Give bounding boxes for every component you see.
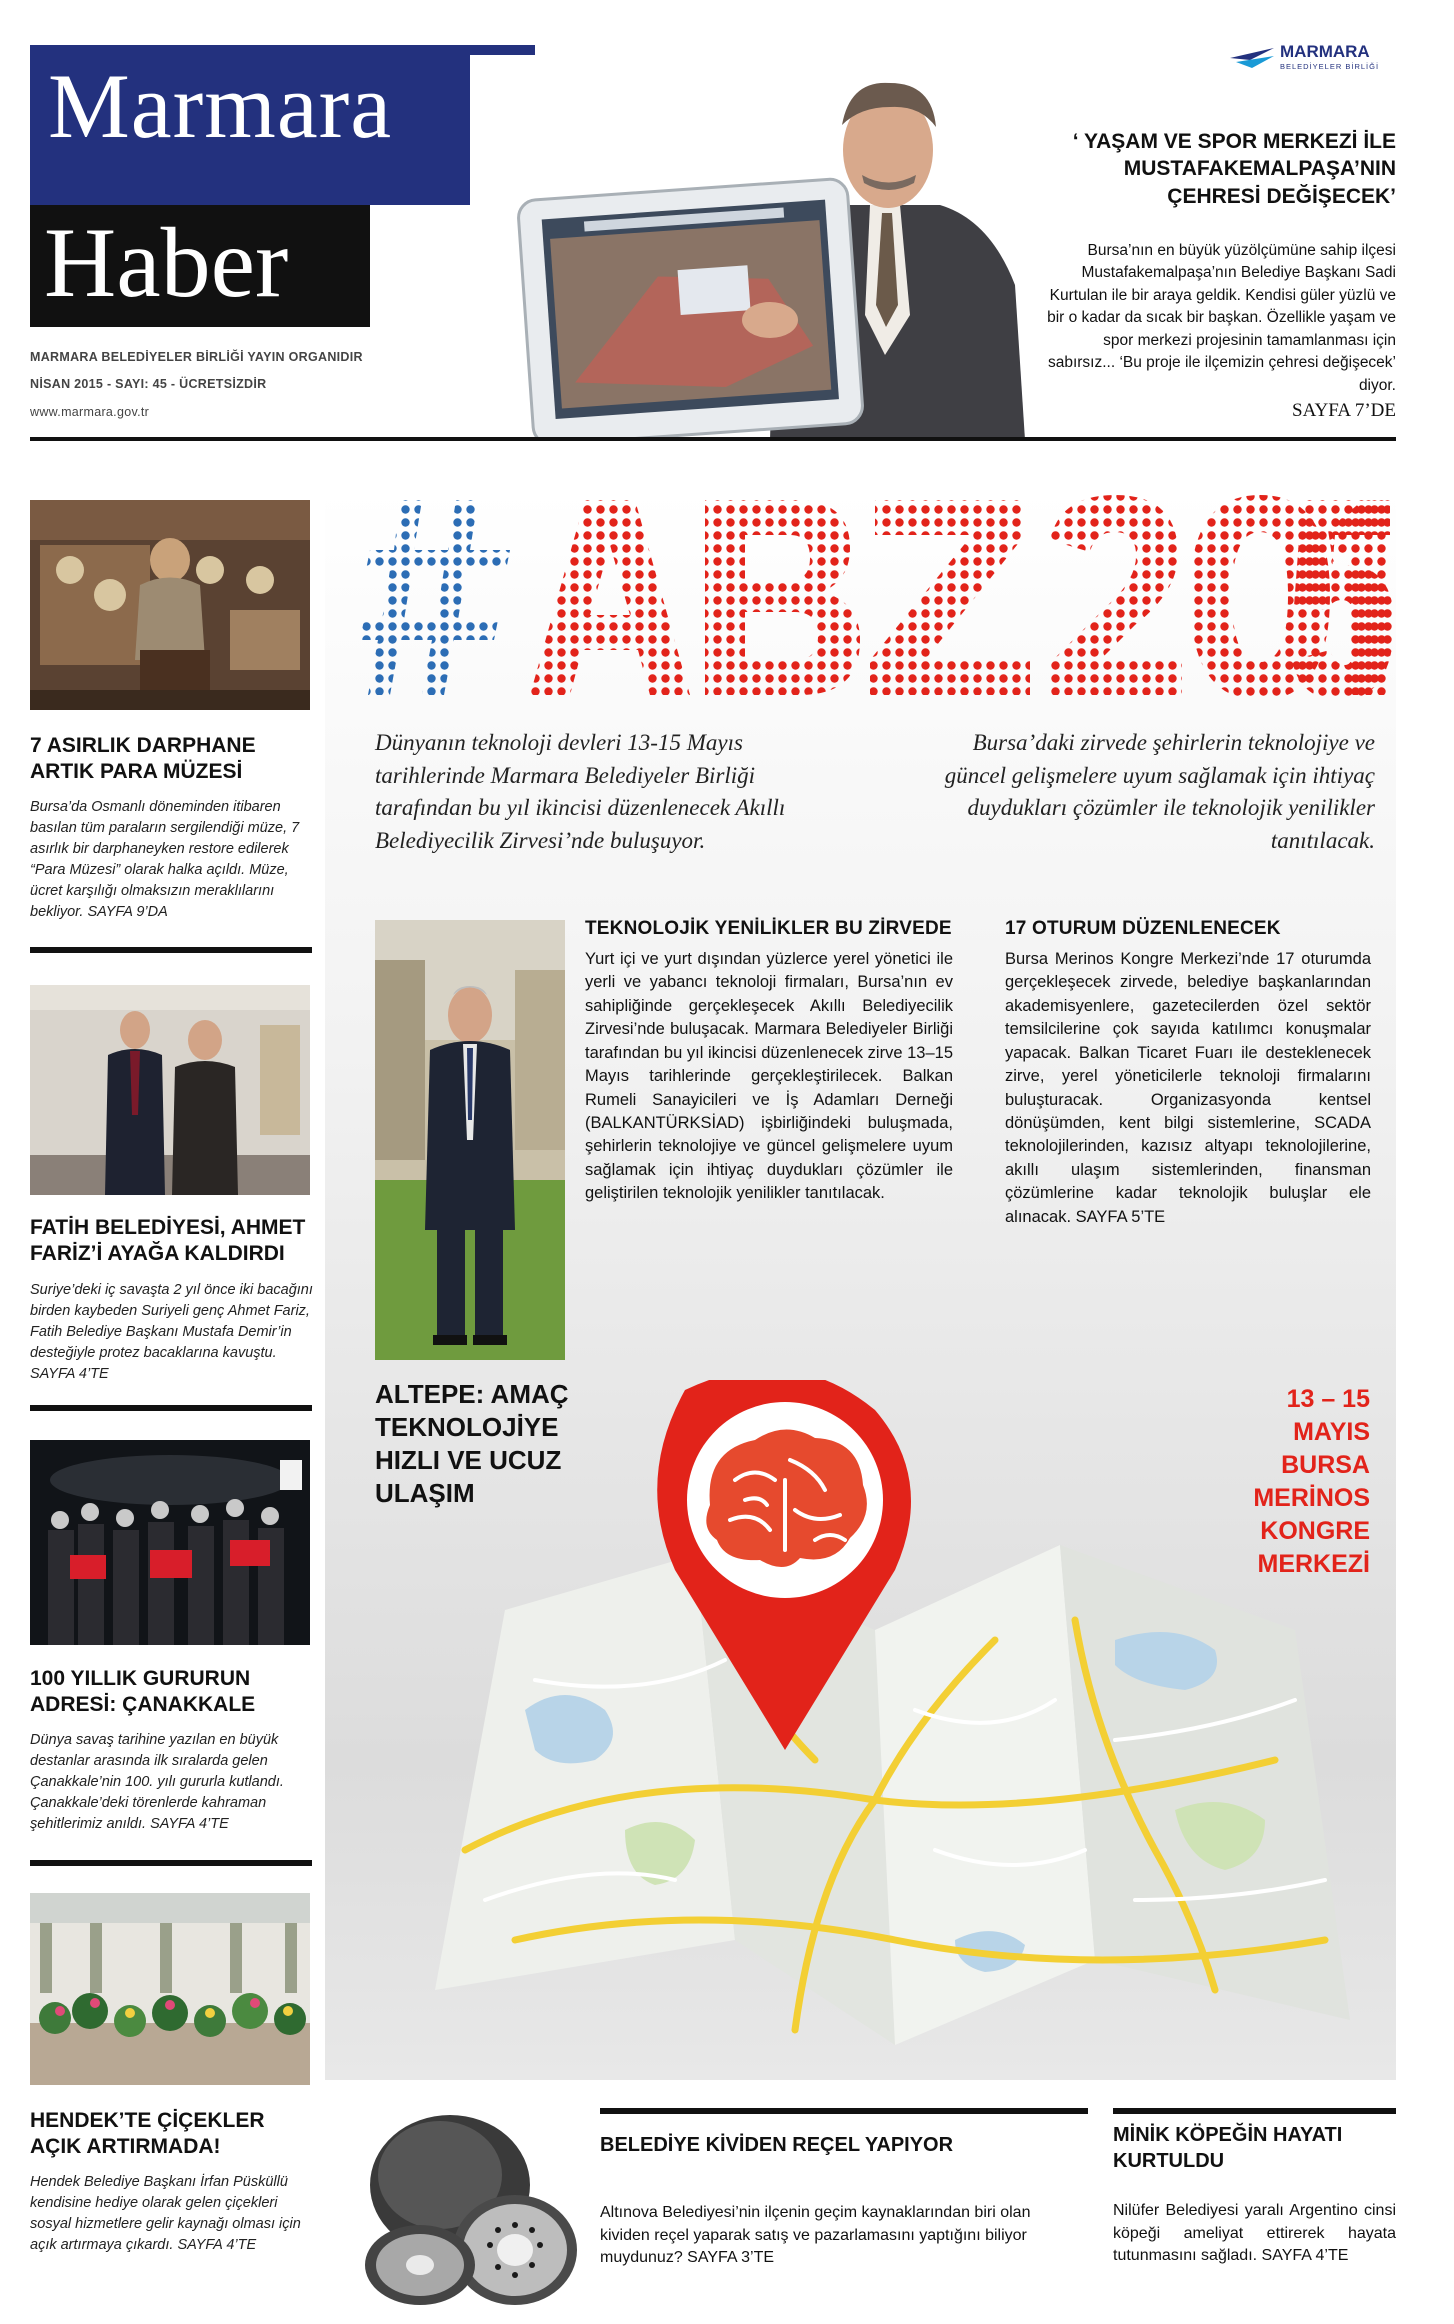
venue-line: BURSA xyxy=(1281,1451,1370,1479)
kiwi-body: Altınova Belediyesi’nin ilçenin geçim kaynaklarından biri olan kividen reçel yaparak satış ve pazarlamasını yaptığını biliyor muydunuz? SAYFA 3’TE xyxy=(600,2204,1031,2267)
kiwi-title[interactable]: BELEDİYE KİVİDEN REÇEL YAPIYOR xyxy=(600,2134,954,2156)
masthead-website[interactable]: www.marmara.gov.tr xyxy=(30,405,150,419)
swoosh-icon xyxy=(1230,46,1276,70)
abz2015-hashtag-logo xyxy=(360,490,1400,705)
bottom-divider xyxy=(600,2108,1088,2114)
venue-line: 13 – 15 xyxy=(1286,1385,1370,1413)
sidebar-item-2-title[interactable]: FATİH BELEDİYESİ, AHMET FARİZ’İ AYAĞA KALDIRDI xyxy=(30,1216,306,1266)
money-museum-photo xyxy=(30,500,310,710)
sidebar-divider xyxy=(30,1405,312,1411)
masthead-divider xyxy=(30,437,1396,441)
logo-name: MARMARA xyxy=(1280,42,1370,61)
masthead-title-line2: Haber xyxy=(44,207,289,318)
section2-title[interactable]: 17 OTURUM DÜZENLENECEK xyxy=(1005,918,1281,939)
venue-line: MERİNOS xyxy=(1253,1484,1370,1512)
sidebar-item-3-body: Dünya savaş tarihine yazılan en büyük destanlar arasında ilk sıralarda gelen Çanakkale’nin 100. yılı gururla kutlandı. Çanakkale’deki törenlerde kahraman şehitlerimiz anıldı. SAYFA 4’TE xyxy=(30,1732,284,1833)
logo-subtitle: BELEDİYELER BİRLİĞİ xyxy=(1280,62,1380,71)
section2-body: Bursa Merinos Kongre Merkezi’nde 17 oturumda gerçekleşecek zirvede, belediye başkanlarından akademisyenlere, gazetecilerden özel sektör temsilcilerine çok sayıda katılımcı konuşmalar yapacak. Balkan Ticaret Fuarı ile desteklenecek zirve, yerel yöneticilerle teknoloji firmalarını buluşturacak. Organizasyonda kentsel dönüşümden, kent bilgi sistemlerine, SCADA teknolojilerinden, kazısız altyapı teknolojilerine, akıllı ulaşım sistemlerinden, finansman çözümlerine kadar teknolojik buluşlar ele alınacak. SAYFA 5’TE xyxy=(1005,950,1371,1226)
sidebar-item-1-title[interactable]: 7 ASIRLIK DARPHANE ARTIK PARA MÜZESİ xyxy=(30,734,256,784)
mayor-with-tablet-photo xyxy=(470,55,1030,440)
masthead-subtitle: MARMARA BELEDİYELER BİRLİĞİ YAYIN ORGANIDIR xyxy=(30,350,363,364)
masthead-title-box xyxy=(30,45,535,205)
venue-line: KONGRE xyxy=(1260,1517,1370,1545)
venue-line: MAYIS xyxy=(1293,1418,1370,1446)
hendek-flowers-photo xyxy=(30,1893,310,2085)
canakkale-march-photo xyxy=(30,1440,310,1645)
masthead-title-box-2 xyxy=(30,205,370,327)
fatih-municipality-photo xyxy=(30,985,310,1195)
masthead-issue: NİSAN 2015 - SAYI: 45 - ÜCRETSİZDİR xyxy=(30,377,267,391)
sidebar-item-1-body: Bursa’da Osmanlı döneminden itibaren basılan tüm paraların sergilendiği müze, 7 asırlık bir darphaneyken restore edilerek “Para Müzesi” olarak halka açıldı. Müze, ücret karşılığı olmaksızın meraklılarını bekliyor. SAYFA 9’DA xyxy=(30,799,300,921)
masthead-title-line1: Marmara xyxy=(48,55,393,157)
kiwi-illustration xyxy=(350,2095,590,2310)
sidebar-divider xyxy=(30,947,312,953)
altepe-photo xyxy=(375,920,565,1360)
section1-body: Yurt içi ve yurt dışından yüzlerce yerel yönetici ile yerli ve yabancı teknoloji firmaları, Bursa’nın ev sahipliğinde gerçekleşecek Akıllı Belediyecilik Zirvesi’nde buluşacak. Marmara Belediyeler Birliği tarafından bu yıl ikincisi düzenlenecek zirve 13–15 Mayıs tarihlerinde gerçekleştirilecek. Balkan Rumeli Sanayicileri ve İş Adamları Derneği (BALKANTÜRKSİAD) işbirliğindeki buluşmada, şehirlerin teknolojiye ve güncel gelişmelere uyum sağlamak için ihtiyaç duydukları çözümler ile geliştirilen teknolojik yenilikler tanıtılacak. xyxy=(585,950,953,1203)
top-story-headline[interactable]: ‘ YAŞAM VE SPOR MERKEZİ İLE MUSTAFAKEMALPAŞA’NIN ÇEHRESİ DEĞİŞECEK’ xyxy=(1072,130,1396,208)
sidebar-item-2-body: Suriye’deki iç savaşta 2 yıl önce iki bacağını birden kaybeden Suriyeli genç Ahmet Fariz, Fatih Belediye Başkanı Mustafa Demir’in desteğiyle protez bacaklarına kavuştu. SAYFA 4’TE xyxy=(30,1282,313,1383)
top-story-page-ref[interactable]: SAYFA 7’DE xyxy=(1292,400,1396,421)
altepe-title[interactable]: ALTEPE: AMAÇ TEKNOLOJİYE HIZLI VE UCUZ ULAŞIM xyxy=(375,1379,569,1509)
venue-line: MERKEZİ xyxy=(1257,1550,1370,1578)
dog-title[interactable]: MİNİK KÖPEĞİN HAYATI KURTULDU xyxy=(1113,2124,1343,2172)
sidebar-item-4-title[interactable]: HENDEK’TE ÇİÇEKLER AÇIK ARTIRMADA! xyxy=(30,2109,265,2159)
sidebar-item-3-title[interactable]: 100 YILLIK GURURUN ADRESİ: ÇANAKKALE xyxy=(30,1667,256,1717)
sidebar-item-4-body: Hendek Belediye Başkanı İrfan Püsküllü kendisine hediye olarak gelen çiçekleri sosyal hizmetlere gelir kaynağı olması için açık artırmaya çıkardı. SAYFA 4’TE xyxy=(30,2174,301,2254)
section1-title[interactable]: TEKNOLOJİK YENİLİKLER BU ZİRVEDE xyxy=(585,918,952,939)
top-story-body: Bursa’nın en büyük yüzölçümüne sahip ilçesi Mustafakemalpaşa’nın Belediye Başkanı Sadi Kurtulan ile bir araya geldik. Kendisi güler yüzlü ve bir o kadar da sıcak bir başkan. Özellikle yaşam ve spor merkezi projesinin tamamlanması için sabırsız... ‘Bu proje ile ilçemizin çehresi değişecek’ diyor. xyxy=(1047,242,1396,394)
abz2015-digit-5 xyxy=(1290,490,1396,705)
map-with-brain-pin-illustration xyxy=(395,1380,1375,2070)
feature-intro-left: Dünyanın teknoloji devleri 13-15 Mayıs tarihlerinde Marmara Belediyeler Birliği tarafından bu yıl ikincisi düzenlenecek Akıllı Belediyecilik Zirvesi’nde buluşuyor. xyxy=(375,730,786,853)
marmara-logo xyxy=(1230,40,1400,76)
dog-body: Nilüfer Belediyesi yaralı Argentino cinsi köpeği ameliyat ettirerek hayata tutunmasını sağladı. SAYFA 4’TE xyxy=(1113,2202,1396,2265)
sidebar-divider xyxy=(30,1860,312,1866)
bottom-divider xyxy=(1113,2108,1396,2114)
feature-intro-right: Bursa’daki zirvede şehirlerin teknolojiye ve güncel gelişmelere uyum sağlamak için ihtiyaç duydukları çözümler ile teknolojik yenilikler tanıtılacak. xyxy=(944,730,1375,853)
